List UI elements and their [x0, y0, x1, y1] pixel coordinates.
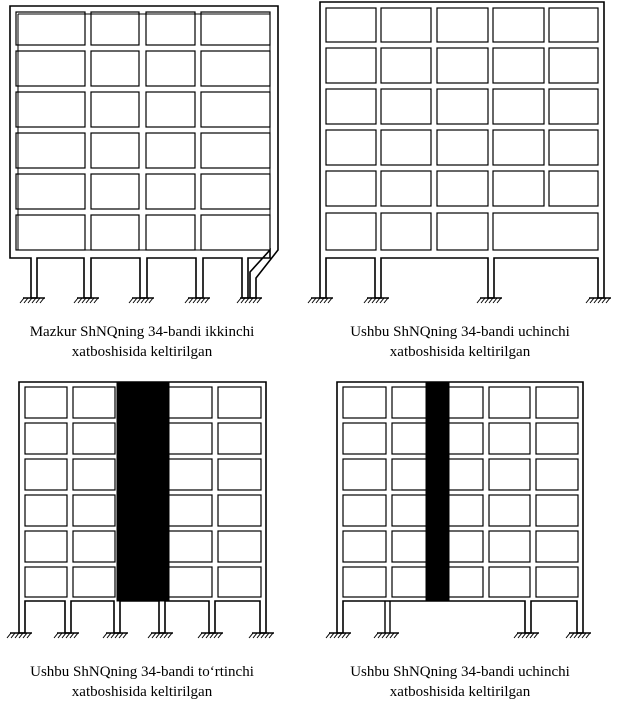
scheme-3-panel [73, 387, 115, 418]
scheme-1-panel [146, 133, 195, 168]
scheme-3-support-1-hatch [7, 633, 11, 638]
scheme-1-support-1 [20, 298, 45, 303]
scheme-3-panel [218, 495, 261, 526]
scheme-2-panel [437, 48, 488, 83]
scheme-4-support-1 [326, 633, 351, 638]
scheme-4-panel [536, 387, 578, 418]
scheme-1-panel [91, 12, 139, 45]
scheme-3-panel [168, 459, 212, 490]
scheme-3-panel [25, 387, 67, 418]
caption-scheme-4 [310, 662, 610, 702]
scheme-4-panel [489, 531, 530, 562]
scheme-2-panel [493, 130, 544, 165]
scheme-2-panel [381, 130, 431, 165]
scheme-1-support-1-hatch [20, 298, 24, 303]
scheme-2-panel [381, 48, 431, 83]
scheme-2-panel [326, 213, 376, 250]
scheme-1-panel [91, 92, 139, 127]
scheme-3-panel [168, 495, 212, 526]
scheme-4-panel [536, 495, 578, 526]
scheme-1-panel [201, 51, 270, 86]
caption-scheme-1 [0, 322, 292, 362]
scheme-2-support-4-hatch [586, 298, 590, 303]
scheme-4-support-2-hatch [374, 633, 378, 638]
scheme-1-panel [201, 174, 270, 209]
scheme-1-panel [146, 215, 195, 250]
scheme-2-panel [549, 8, 598, 42]
scheme-2-support-2 [364, 298, 389, 303]
scheme-3-panel [25, 531, 67, 562]
scheme-4-panel [343, 531, 386, 562]
scheme-4-support-4 [566, 633, 591, 638]
scheme-3-support-6 [249, 633, 274, 638]
scheme-4-panel [489, 423, 530, 454]
scheme-2-support-3 [477, 298, 502, 303]
scheme-1-panel [146, 92, 195, 127]
scheme-3-panel [168, 531, 212, 562]
scheme-4-panel [536, 531, 578, 562]
scheme-4-panel [489, 495, 530, 526]
scheme-2-panel [381, 8, 431, 42]
scheme-1-support-5-hatch [237, 298, 241, 303]
caption-scheme-3-line2: xatboshisida keltirilgan [71, 684, 213, 700]
scheme-2-panel [549, 171, 598, 206]
scheme-4-frame [326, 382, 591, 638]
scheme-4-panel [343, 567, 386, 597]
scheme-1-panel [201, 92, 270, 127]
scheme-2-panel [437, 89, 488, 124]
scheme-1-panel [16, 92, 85, 127]
scheme-3-panel [73, 423, 115, 454]
scheme-3-panel [218, 531, 261, 562]
scheme-2-support-1 [308, 298, 333, 303]
scheme-3-support-6-hatch [249, 633, 253, 638]
scheme-1-support-5 [237, 298, 262, 303]
scheme-3-support-3 [103, 633, 128, 638]
scheme-3-panel [25, 423, 67, 454]
scheme-3-support-4 [148, 633, 173, 638]
scheme-2-support-2-hatch [364, 298, 368, 303]
scheme-1-frame [10, 6, 278, 303]
scheme-1-support-3 [129, 298, 154, 303]
scheme-3-panel [168, 423, 212, 454]
scheme-3-panel [168, 567, 212, 597]
scheme-4-support-4-hatch [566, 633, 570, 638]
scheme-1-support-2 [74, 298, 99, 303]
scheme-1-panel [91, 133, 139, 168]
scheme-2-panel [326, 171, 376, 206]
scheme-1-panel [16, 12, 85, 45]
scheme-4-support-3-hatch [514, 633, 518, 638]
scheme-3-support-2-hatch [54, 633, 58, 638]
scheme-1-panel [91, 51, 139, 86]
scheme-2-panel [381, 89, 431, 124]
scheme-3-panel [218, 459, 261, 490]
scheme-3-panel [73, 567, 115, 597]
scheme-4-panel [343, 423, 386, 454]
scheme-1-panel [146, 174, 195, 209]
caption-scheme-1-line2: xatboshisida keltirilgan [71, 344, 213, 360]
scheme-4-panel [343, 387, 386, 418]
scheme-2-support-4 [586, 298, 611, 303]
scheme-3-support-1 [7, 633, 32, 638]
scheme-2-panel [493, 48, 544, 83]
scheme-4-panel [489, 387, 530, 418]
scheme-2-panel-merged [493, 213, 598, 250]
scheme-2-panel [493, 171, 544, 206]
scheme-3-core-wall [117, 382, 169, 601]
scheme-3-support-4-hatch [148, 633, 152, 638]
scheme-2-panel [326, 130, 376, 165]
scheme-1-outline [10, 6, 278, 298]
scheme-2-panel [437, 213, 488, 250]
scheme-2-panel [493, 8, 544, 42]
scheme-2-panel [326, 48, 376, 83]
caption-scheme-4-line2: xatboshisida keltirilgan [389, 684, 531, 700]
scheme-1-panel [16, 174, 85, 209]
scheme-3-panel [25, 459, 67, 490]
scheme-4-panel [343, 459, 386, 490]
caption-scheme-3-line1: Ushbu ShNQning 34-bandi to‘rtinchi [30, 664, 254, 680]
scheme-2-frame [308, 2, 611, 303]
scheme-1-panel [16, 51, 85, 86]
scheme-1-panel [146, 12, 195, 45]
scheme-2-panel [381, 171, 431, 206]
scheme-3-panel [168, 387, 212, 418]
scheme-1-panel [91, 174, 139, 209]
scheme-3-panel [218, 387, 261, 418]
scheme-1-panel [91, 215, 139, 250]
scheme-1-panel [146, 51, 195, 86]
scheme-2-outline [320, 2, 604, 298]
scheme-2-panel [549, 89, 598, 124]
scheme-3-panel [218, 423, 261, 454]
caption-scheme-4-line1: Ushbu ShNQning 34-bandi uchinchi [350, 664, 570, 680]
scheme-1-panel [16, 215, 85, 250]
caption-scheme-2 [310, 322, 610, 362]
scheme-4-panel [343, 495, 386, 526]
scheme-4-panel [536, 567, 578, 597]
caption-scheme-3 [0, 662, 292, 702]
scheme-1-panel [201, 133, 270, 168]
scheme-3-panel [73, 459, 115, 490]
scheme-3-frame [7, 382, 274, 638]
scheme-4-outline [337, 382, 583, 633]
scheme-3-support-3-hatch [103, 633, 107, 638]
scheme-4-support-2 [374, 633, 399, 638]
scheme-4-support-1-hatch [326, 633, 330, 638]
scheme-2-panel [549, 130, 598, 165]
scheme-2-panel [437, 8, 488, 42]
scheme-1-panel [16, 133, 85, 168]
scheme-2-panel [493, 89, 544, 124]
scheme-2-support-1-hatch [308, 298, 312, 303]
scheme-1-panel [201, 215, 270, 250]
scheme-3-panel [218, 567, 261, 597]
scheme-4-panel [536, 423, 578, 454]
scheme-1-support-4-hatch [185, 298, 189, 303]
scheme-1-panel [201, 12, 270, 45]
scheme-4-panel [489, 567, 530, 597]
scheme-2-panel [326, 89, 376, 124]
caption-scheme-2-line1: Ushbu ShNQning 34-bandi uchinchi [350, 324, 570, 340]
scheme-2-panel [437, 130, 488, 165]
scheme-3-support-2 [54, 633, 79, 638]
scheme-2-panel [326, 8, 376, 42]
caption-scheme-2-line2: xatboshisida keltirilgan [389, 344, 531, 360]
scheme-3-panel [73, 495, 115, 526]
scheme-2-panel [549, 48, 598, 83]
scheme-4-panel [489, 459, 530, 490]
scheme-4-panel [536, 459, 578, 490]
scheme-3-support-5-hatch [198, 633, 202, 638]
scheme-3-panel [25, 495, 67, 526]
scheme-1-support-3-hatch [129, 298, 133, 303]
scheme-2-panel [381, 213, 431, 250]
scheme-3-panel [25, 567, 67, 597]
scheme-4-support-3 [514, 633, 539, 638]
scheme-3-panel [73, 531, 115, 562]
scheme-4-core-wall [426, 382, 449, 601]
scheme-3-support-5 [198, 633, 223, 638]
caption-scheme-1-line1: Mazkur ShNQning 34-bandi ikkinchi [29, 324, 255, 340]
scheme-2-support-3-hatch [477, 298, 481, 303]
scheme-2-panel [437, 171, 488, 206]
scheme-1-support-4 [185, 298, 210, 303]
scheme-1-support-2-hatch [74, 298, 78, 303]
